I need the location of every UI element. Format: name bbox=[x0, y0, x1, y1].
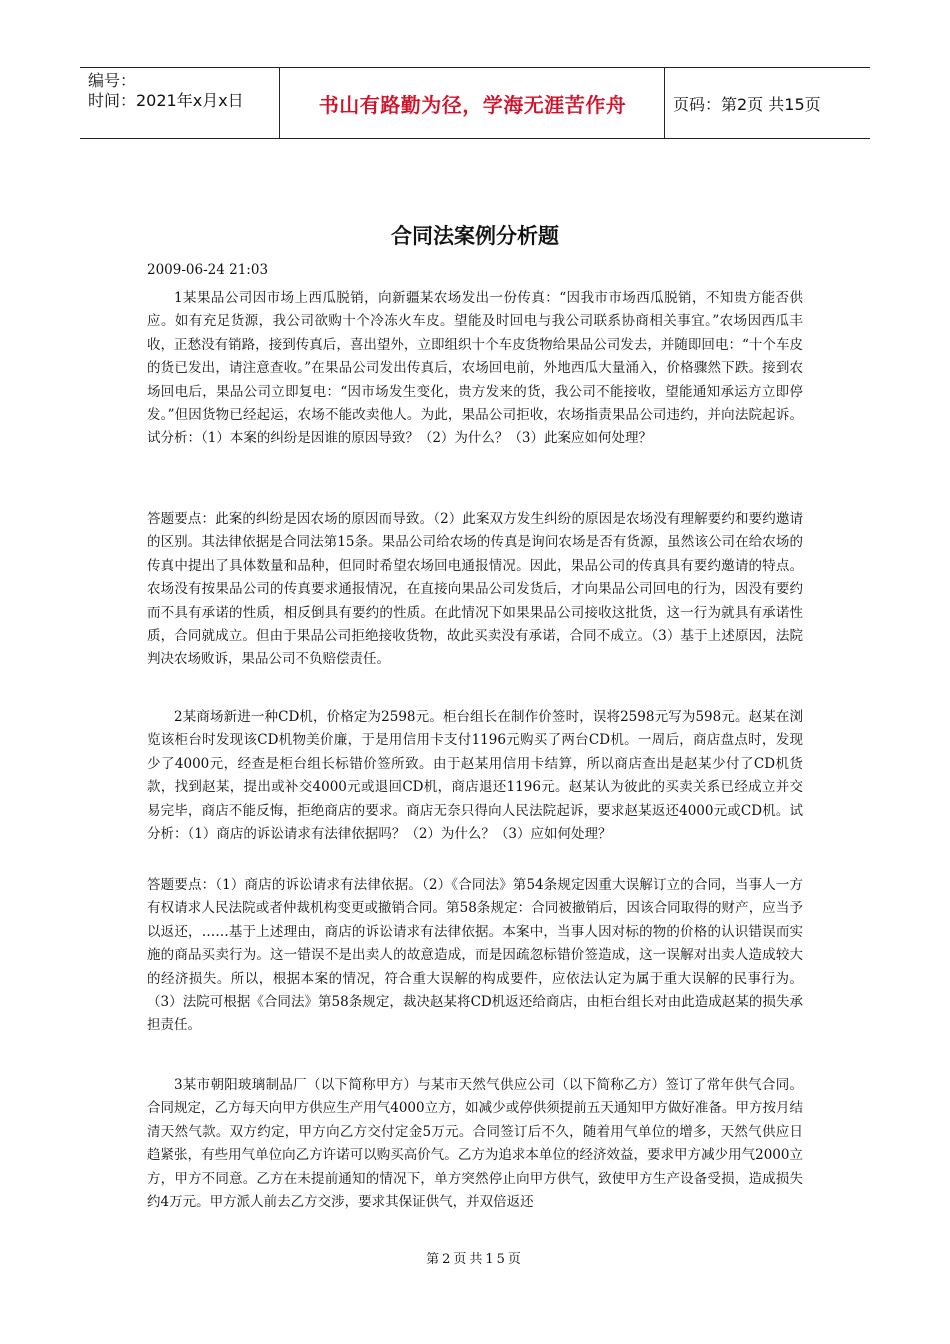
document-title: 合同法案例分析题 bbox=[391, 224, 559, 248]
page-footer: 第2页共15页 bbox=[426, 1252, 524, 1267]
case-3-paragraph: 3某市朝阳玻璃制品厂（以下简称甲方）与某市天然气供应公司（以下简称乙方）签订了常年供气合同。合同规定，乙方每天向甲方供应生产用气4000立方，如减少或停供须提前五天通知甲方做好准备。甲方按月结清天然气款。双方约定，甲方向乙方交付定金5万元。合同签订后不久，随着用气单位的增多，天然气供应日趋紧张，有些用气单位向乙方许诺可以购买高价气。乙方为追求本单位的经济效益，要求甲方减少用气2000立方，甲方不同意。乙方在未提前通知的情况下，单方突然停止向甲方供气，致使甲方生产设备受损，造成损失约4万元。甲方派人前去乙方交涉，要求其保证供气，并双倍返还 bbox=[147, 1077, 803, 1211]
time-label: 时间：2021年x月x日 bbox=[88, 91, 244, 110]
case-2-paragraph: 2某商场新进一种CD机，价格定为2598元。柜台组长在制作价签时，误将2598元写为598元。赵某在浏览该柜台时发现该CD机物美价廉，于是用信用卡支付1196元购买了两台CD机。一周后，商店盘点时，发现少了4000元，经查是柜台组长标错价签所致。由于赵某用信用卡结算，所以商店查出是赵某少付了CD机货款，找到赵某，提出或补交4000元或退回CD机，商店退还1196元。赵某认为彼此的买卖关系已经成立并交易完毕，商店不能反悔，拒绝商店的要求。商店无奈只得向人民法院起诉，要求赵某返还4000元或CD机。试分析：（1）商店的诉讼请求有法律依据吗？（2）为什么？（3）应如何处理？ bbox=[147, 709, 803, 843]
document-date: 2009-06-24 21:03 bbox=[147, 262, 269, 278]
header-page-label: 页码：第2页 共15页 bbox=[673, 94, 821, 114]
header-meta-cell bbox=[80, 68, 280, 138]
case-1-answer-paragraph: 答题要点：此案的纠纷是因农场的原因而导致。（2）此案双方发生纠纷的原因是农场没有理解要约和要约邀请的区别。其法律依据是合同法第15条。果品公司给农场的传真是询问农场是否有货源，虽然该公司在给农场的传真中提出了具体数量和品种，但同时希望农场回电通报情况。因此，果品公司的传真具有要约邀请的特点。农场没有按果品公司的传真要求通报情况，在直接向果品公司发货后，才向果品公司回电的行为，因没有要约而不具有承诺的性质，相反倒具有要约的性质。在此情况下如果果品公司接收这批货，这一行为就具有承诺性质，合同就成立。但由于果品公司拒绝接收货物，故此买卖没有承诺，合同不成立。（3）基于上述原因，法院判决农场败诉，果品公司不负赔偿责任。 bbox=[147, 511, 803, 668]
page-header bbox=[80, 67, 870, 139]
case-2-answer-paragraph: 答题要点：（1）商店的诉讼请求有法律依据。（2）《合同法》第54条规定因重大误解订立的合同，当事人一方有权请求人民法院或者仲裁机构变更或撤销合同。第58条规定：合同被撤销后，因该合同取得的财产，应当予以返还，……基于上述理由，商店的诉讼请求有法律依据。本案中，当事人因对标的物的价格的认识错误而实施的商品买卖行为。这一错误不是出卖人的故意造成，而是因疏忽标错价签造成，这一误解对出卖人造成较大的经济损失。所以，根据本案的情况，符合重大误解的构成要件，应依法认定为属于重大误解的民事行为。（3）法院可根据《合同法》第58条规定，裁决赵某将CD机返还给商店，由柜台组长对由此造成赵某的损失承担责任。 bbox=[147, 877, 803, 1034]
number-label: 编号： bbox=[88, 71, 137, 90]
header-motto: 书山有路勤为径，学海无涯苦作舟 bbox=[281, 68, 665, 138]
case-1-paragraph: 1某果品公司因市场上西瓜脱销，向新疆某农场发出一份传真：“因我市市场西瓜脱销，不知贵方能否供应。如有充足货源，我公司欲购十个冷冻火车皮。望能及时回电与我公司联系协商相关事宜。”农场因西瓜丰收，正愁没有销路，接到传真后，喜出望外，立即组织十个车皮货物给果品公司发去，并随即回电：“十个车皮的货已发出，请注意查收。”在果品公司发出传真后，农场回电前，外地西瓜大量涌入，价格骤然下跌。接到农场回电后，果品公司立即复电：“因市场发生变化，贵方发来的货，我公司不能接收，望能通知承运方立即停发。”但因货物已经起运，农场不能改卖他人。为此，果品公司拒收，农场指责果品公司违约，并向法院起诉。试分析：（1）本案的纠纷是因谁的原因导致？（2）为什么？（3）此案应如何处理？ bbox=[147, 290, 803, 447]
